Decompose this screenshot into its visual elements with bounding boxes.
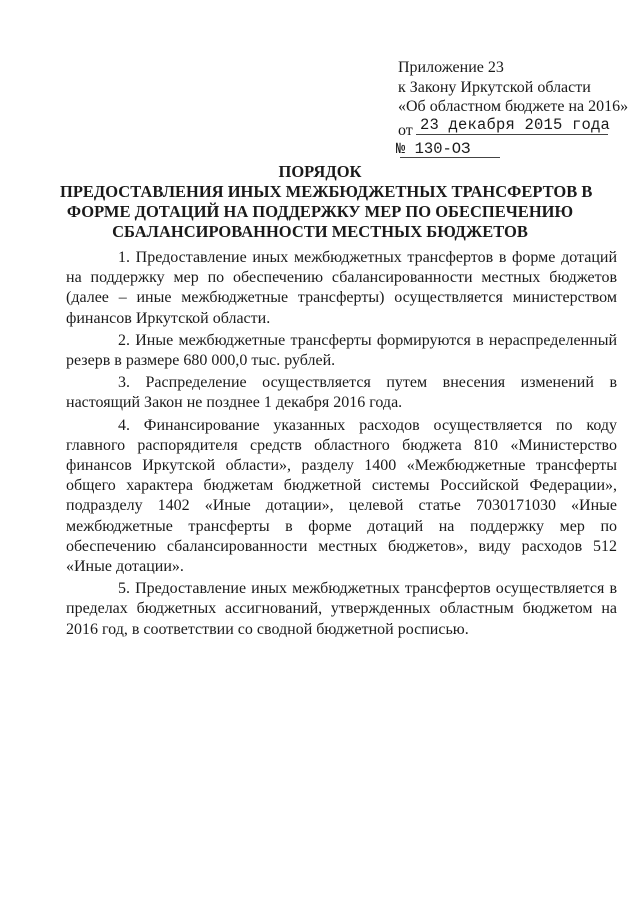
title-line-3: ФОРМЕ ДОТАЦИЙ НА ПОДДЕРЖКУ МЕР ПО ОБЕСПЕЧЕНИЮ [66, 202, 574, 221]
law-number: № 130-ОЗ [396, 139, 471, 158]
law-number-row [398, 140, 628, 162]
appendix-number: Приложение 23 [398, 59, 504, 76]
document-body [66, 248, 617, 640]
paragraph-2: 2. Иные межбюджетные трансферты формируются в нераспределенный резерв в размере 680 000,0 тыс. рублей. [66, 331, 617, 370]
appendix-header [398, 58, 628, 162]
law-date-row [398, 117, 628, 137]
date-prefix: от [398, 121, 413, 139]
paragraph-3: 3. Распределение осуществляется путем внесения изменений в настоящий Закон не позднее 1 декабря 2016 года. [66, 374, 617, 412]
paragraph-5: 5. Предоставление иных межбюджетных трансфертов осуществляется в пределах бюджетных ассигнований, утвержденных областным бюджетом на 2016 год, в соответствии со сводной бюджетной росписью. [66, 580, 617, 638]
paragraph-4: 4. Финансирование указанных расходов осуществляется по коду главного распорядителя средств областного бюджета 810 «Министерство финансов Иркутской области», разделу 1400 «Межбюджетные трансферты общего характера бюджетам бюджетной системы Российской Федерации», подразделу 1402 «Иные дотации», целевой статье 7030171030 «Иные межбюджетные трансферты в форме дотаций на поддержку мер по обеспечению сбалансированности местных бюджетов», виду расходов 512 «Иные дотации». [66, 416, 617, 576]
document-title [60, 162, 593, 242]
title-line-4: СБАЛАНСИРОВАННОСТИ МЕСТНЫХ БЮДЖЕТОВ [112, 222, 528, 241]
date-underline [416, 134, 608, 135]
title-line-2: ПРЕДОСТАВЛЕНИЯ ИНЫХ МЕЖБЮДЖЕТНЫХ ТРАНСФЕРТОВ В [60, 182, 593, 201]
law-title: «Об областном бюджете на 2016» [398, 98, 629, 115]
number-underline [400, 157, 500, 158]
paragraph-1: 1. Предоставление иных межбюджетных трансфертов в форме дотаций на поддержку мер по обеспечению сбалансированности местных бюджетов (далее – иные межбюджетные трансферты) осуществляется министерством финансов Иркутской области. [66, 249, 617, 327]
title-line-1: ПОРЯДОК [278, 162, 362, 181]
law-date: 23 декабря 2015 года [420, 115, 611, 134]
law-reference: к Закону Иркутской области [398, 78, 591, 96]
